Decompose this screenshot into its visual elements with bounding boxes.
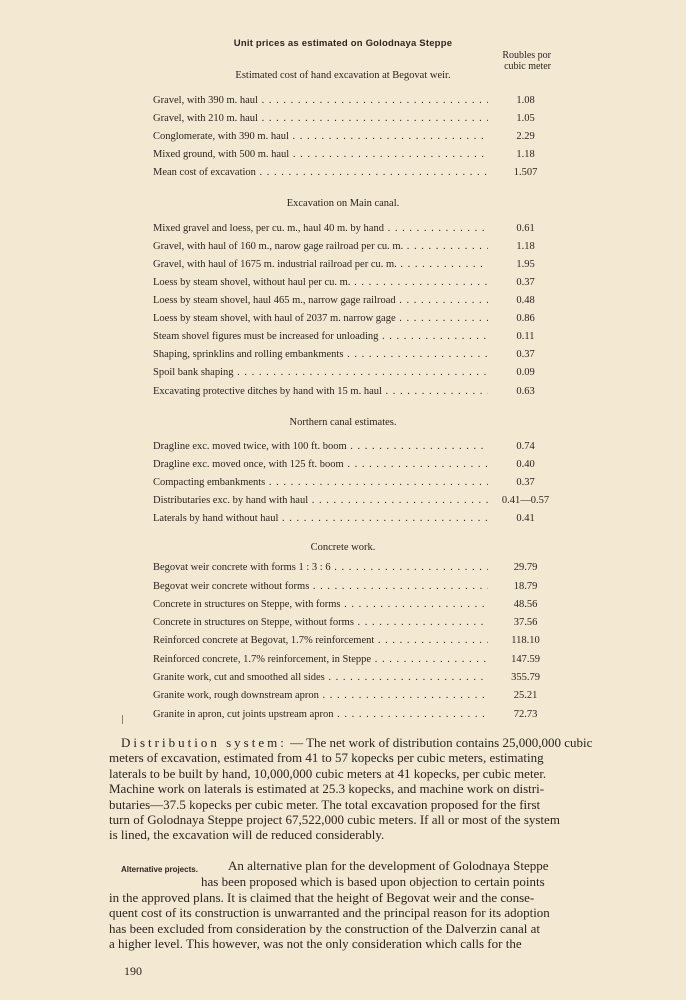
row-label: Loess by steam shovel, haul 465 m., narrow gage railroad . . . <box>153 294 488 308</box>
row-label: Steam shovel figures must be increased for unloading . . . <box>153 330 488 344</box>
table-row <box>153 148 553 162</box>
row-value: 0.37 <box>516 477 535 488</box>
row-value: 355.79 <box>511 672 540 683</box>
row-label: Granite work, rough downstream apron . . . <box>153 689 488 703</box>
table-row <box>153 276 553 290</box>
table-row <box>153 385 553 399</box>
row-label: Granite in apron, cut joints upstream apron . . . <box>153 708 488 722</box>
table-row <box>153 94 553 108</box>
section-title-main-canal: Excavation on Main canal. <box>286 198 400 209</box>
row-label: Mean cost of excavation . . . <box>153 166 488 180</box>
row-label: Concrete in structures on Steppe, with forms . . . <box>153 598 488 612</box>
row-value: 1.18 <box>516 149 535 160</box>
paragraph-text: — The net work of distribution contains 25,000,000 cubic <box>286 735 593 750</box>
row-label: Spoil bank shaping . . . <box>153 366 488 380</box>
row-value: 48.56 <box>513 599 538 610</box>
row-label: Laterals by hand without haul . . . <box>153 512 488 526</box>
alternative-first-line <box>228 858 588 873</box>
row-value: 0.86 <box>516 313 535 324</box>
paragraph-line <box>109 735 593 750</box>
row-label: Loess by steam shovel, without haul per cu. m. . . . <box>153 276 488 290</box>
table-row <box>153 494 553 508</box>
row-value: 0.11 <box>516 331 535 342</box>
row-label: Reinforced concrete at Begovat, 1.7% reinforcement . . . <box>153 634 488 648</box>
paragraph-line: Machine work on laterals is estimated at 25.3 kopecks, and machine work on distri- <box>109 781 545 797</box>
margin-note-alternative-projects: Alternative projects. <box>121 865 198 874</box>
row-label: Mixed ground, with 500 m. haul . . . <box>153 148 488 162</box>
table-row <box>153 294 553 308</box>
table-row <box>153 130 553 144</box>
table-row <box>153 616 553 630</box>
table-row <box>153 580 553 594</box>
alternative-paragraph <box>109 890 589 952</box>
table-row <box>153 561 553 575</box>
table-row <box>153 312 553 326</box>
row-value: 0.41 <box>516 513 535 524</box>
paragraph-line: butaries—37.5 kopecks per cubic meter. The total excavation proposed for the first <box>109 796 541 812</box>
row-value: 0.40 <box>516 459 535 470</box>
row-value: 37.56 <box>513 617 538 628</box>
table-row <box>153 653 553 667</box>
row-value: 0.61 <box>516 223 535 234</box>
row-label: Begovat weir concrete without forms . . . <box>153 580 488 594</box>
row-label: Dragline exc. moved once, with 125 ft. boom . . . <box>153 458 488 472</box>
table-row <box>153 258 553 272</box>
paragraph-line: laterals to be built by hand, 10,000,000 cubic meters at 41 kopecks, per cubic meter. <box>109 765 547 781</box>
paragraph-line: is lined, the excavation will de reduced considerably. <box>109 827 385 843</box>
row-value: 25.21 <box>513 690 538 701</box>
distribution-paragraph <box>109 735 593 843</box>
row-label: Dragline exc. moved twice, with 100 ft. boom . . . <box>153 440 488 454</box>
row-label: Loess by steam shovel, with haul of 2037 m. narrow gage . . . <box>153 312 488 326</box>
row-label: Excavating protective ditches by hand with 15 m. haul . . . <box>153 385 488 399</box>
table-row <box>153 440 553 454</box>
paragraph-line: meters of excavation, estimated from 41 to 57 kopecks per cubic meters, estimating <box>109 750 544 766</box>
row-value: 1.08 <box>516 95 535 106</box>
paragraph-line: in the approved plans. It is claimed that the height of Begovat weir and the conse- <box>109 890 535 905</box>
table-row <box>153 348 553 362</box>
row-value: 0.09 <box>516 367 535 378</box>
row-value: 147.59 <box>511 654 540 665</box>
paragraph-line: a higher level. This however, was not the only consideration which calls for the <box>109 936 522 952</box>
section-title-hand-excavation: Estimated cost of hand excavation at Begovat weir. <box>235 70 451 81</box>
paragraph-heading: Distribution system: <box>121 735 287 750</box>
alternative-second-line <box>201 874 581 889</box>
table-row <box>153 458 553 472</box>
row-value: 0.48 <box>516 295 535 306</box>
table-row <box>153 476 553 490</box>
row-value: 118.10 <box>511 635 540 646</box>
page-number: 190 <box>124 964 142 978</box>
unit-column-header <box>502 50 551 72</box>
row-value: 18.79 <box>513 581 538 592</box>
table-row <box>153 598 553 612</box>
row-label: Begovat weir concrete with forms 1 : 3 : 6 . . . <box>153 561 488 575</box>
row-label: Conglomerate, with 390 m. haul . . . <box>153 130 488 144</box>
row-value: 0.41—0.57 <box>501 495 550 506</box>
row-label: Granite work, cut and smoothed all sides . . . <box>153 671 488 685</box>
unit-header-line-1: Roubles por <box>502 50 551 61</box>
row-value: 72.73 <box>513 709 538 720</box>
table-row <box>153 634 553 648</box>
table-row <box>153 708 553 722</box>
row-value: 0.37 <box>516 277 535 288</box>
unit-header-line-2: cubic meter <box>504 61 551 72</box>
row-label: Compacting embankments . . . <box>153 476 488 490</box>
page-heading: Unit prices as estimated on Golodnaya Steppe <box>233 38 453 49</box>
table-row <box>153 222 553 236</box>
row-value: 1.18 <box>516 241 535 252</box>
margin-tick-mark <box>122 715 123 724</box>
row-label: Gravel, with 210 m. haul . . . <box>153 112 488 126</box>
row-label: Concrete in structures on Steppe, without forms . . . <box>153 616 488 630</box>
row-value: 0.74 <box>516 441 535 452</box>
table-row <box>153 330 553 344</box>
table-row <box>153 366 553 380</box>
row-value: 2.29 <box>516 131 535 142</box>
paragraph-line: An alternative plan for the development of Golodnaya Steppe <box>228 858 549 873</box>
row-label: Gravel, with haul of 160 m., narow gage railroad per cu. m. . . . <box>153 240 488 254</box>
section-title-concrete-work: Concrete work. <box>310 542 376 553</box>
paragraph-line: has been excluded from consideration by the construction of the Dalverzin canal at <box>109 920 541 936</box>
paragraph-line: quent cost of its construction is unwarranted and the principal reason for its adoption <box>109 905 550 921</box>
section-title-northern-canal: Northern canal estimates. <box>289 417 397 428</box>
row-value: 0.37 <box>516 349 535 360</box>
table-row <box>153 240 553 254</box>
row-label: Reinforced concrete, 1.7% reinforcement, in Steppe . . . <box>153 653 488 667</box>
row-value: 0.63 <box>516 386 535 397</box>
row-label: Gravel, with haul of 1675 m. industrial railroad per cu. m. . . . <box>153 258 488 272</box>
row-label: Distributaries exc. by hand with haul . . . <box>153 494 488 508</box>
row-label: Mixed gravel and loess, per cu. m., haul 40 m. by hand . . . <box>153 222 488 236</box>
table-row <box>153 166 553 180</box>
row-value: 1.507 <box>513 167 538 178</box>
table-row <box>153 689 553 703</box>
row-value: 1.05 <box>516 113 535 124</box>
table-row <box>153 671 553 685</box>
paragraph-line: has been proposed which is based upon objection to certain points <box>201 874 545 889</box>
row-value: 1.95 <box>516 259 535 270</box>
row-value: 29.79 <box>513 562 538 573</box>
row-label: Shaping, sprinklins and rolling embankments . . . <box>153 348 488 362</box>
table-row <box>153 112 553 126</box>
row-label: Gravel, with 390 m. haul . . . <box>153 94 488 108</box>
table-row <box>153 512 553 526</box>
paragraph-line: turn of Golodnaya Steppe project 67,522,000 cubic meters. If all or most of the system <box>109 812 560 828</box>
